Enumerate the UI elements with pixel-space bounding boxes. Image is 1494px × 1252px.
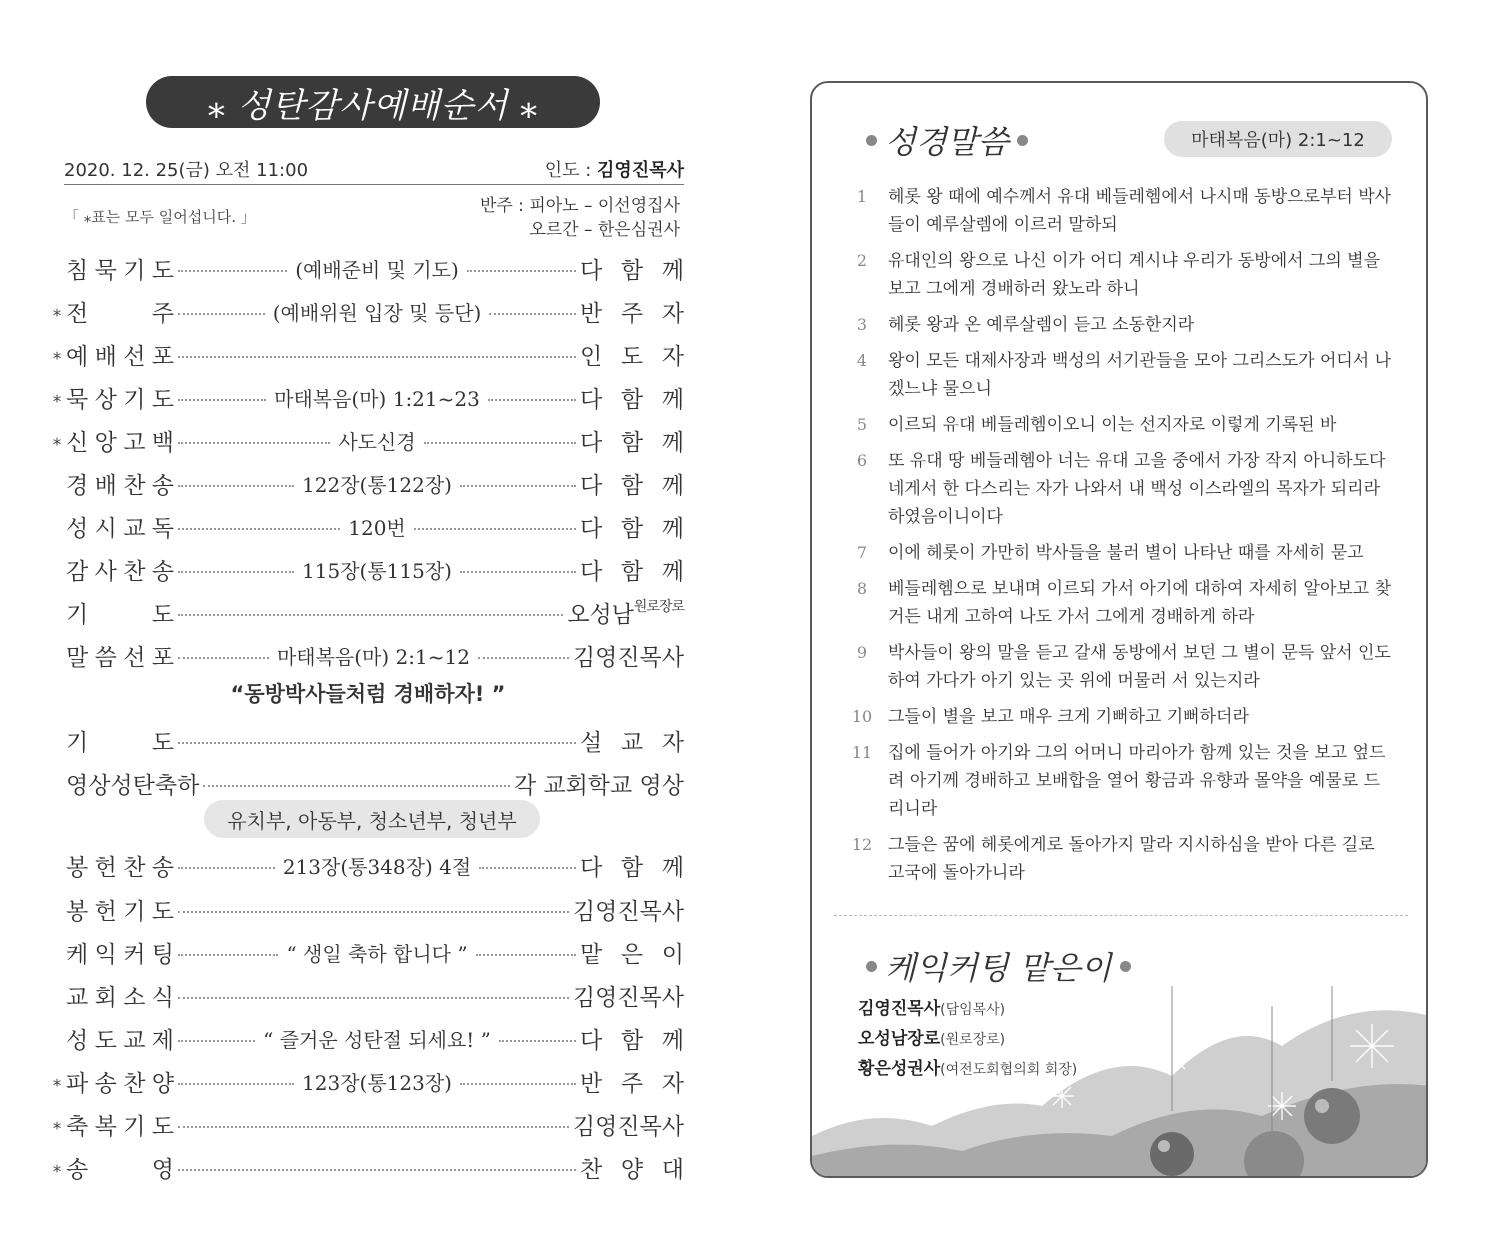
- order-item-char: 인: [580, 343, 603, 370]
- dot-leader: [178, 485, 294, 487]
- order-item-name: [66, 1022, 174, 1055]
- order-item-char: 반: [580, 300, 603, 327]
- dot-leader: [460, 1083, 576, 1085]
- order-item-char: 함: [620, 257, 644, 284]
- verse-text: 그들이 별을 보고 매우 크게 기뻐하고 기뻐하더라: [888, 707, 1249, 727]
- order-item-char: 자: [661, 300, 684, 327]
- order-item-char: 말: [66, 644, 89, 671]
- order-row: [48, 1104, 684, 1144]
- verse-number: 7: [856, 543, 868, 562]
- order-item-char: 함: [620, 1027, 644, 1054]
- order-item-char: 도: [151, 729, 174, 756]
- dot-leader: [178, 742, 576, 744]
- order-item-char: 독: [151, 515, 174, 542]
- order-item-char: 복: [94, 1113, 117, 1140]
- order-item-char: 께: [661, 429, 684, 456]
- responsible-name: 김영진목사: [572, 984, 684, 1011]
- dot-leader: [178, 1169, 576, 1171]
- order-item-char: 기: [123, 257, 146, 284]
- order-item-char: 사: [94, 558, 117, 585]
- verse-number: 4: [856, 351, 868, 370]
- christmas-decoration: [812, 986, 1428, 1176]
- order-item-char: 도: [151, 601, 174, 628]
- order-row: [48, 592, 684, 632]
- order-item-char: 앙: [94, 429, 117, 456]
- standing-note: 「 ⁎표는 모두 일어섭니다. 」: [64, 208, 256, 226]
- order-item-char: 찬: [123, 472, 146, 499]
- order-item-char: 예: [66, 343, 89, 370]
- order-item-detail: 115장(통115장): [302, 558, 452, 583]
- order-item-name: [66, 1151, 174, 1184]
- order-item-detail: 123장(통123장): [302, 1070, 452, 1095]
- order-item-char: 소: [123, 984, 146, 1011]
- order-item-char: 전: [66, 300, 89, 327]
- order-item-char: 팅: [151, 941, 174, 968]
- order-item-char: 찬: [580, 1156, 603, 1183]
- order-item-char: 선: [123, 644, 146, 671]
- order-item-char: 맡: [580, 941, 603, 968]
- order-item-char: 도: [151, 257, 174, 284]
- dot-leader: [178, 442, 330, 444]
- order-item-char: 묵: [94, 257, 117, 284]
- verse-text: 베들레헴으로 보내며 이르되 가서 아기에 대하여 자세히 알아보고 찾거든 내게 고하여 나도 가서 그에게 경배하게 하라: [888, 579, 1392, 627]
- order-item-name: [66, 1108, 174, 1141]
- order-item-char: 찬: [123, 854, 146, 881]
- order-item-responsible: [580, 252, 684, 285]
- order-item-char: 송: [151, 472, 174, 499]
- person-role: (담임목사): [940, 1002, 1006, 1018]
- scripture-panel: [810, 81, 1428, 1178]
- dot-leader: [499, 1040, 576, 1042]
- divider: [64, 184, 684, 185]
- order-item-detail: “ 생일 축하 합니다 ”: [286, 941, 468, 966]
- order-item-char: 송: [94, 1070, 117, 1097]
- order-row: [48, 932, 684, 972]
- verse-number: 1: [856, 187, 868, 206]
- order-row: [48, 463, 684, 503]
- verse-text: 박사들이 왕의 말을 듣고 갈새 동방에서 보던 그 별이 문득 앞서 인도하여 가다가 아기 있는 곳 위에 머물러 서 있는지라: [888, 643, 1391, 691]
- order-item-responsible: [567, 596, 684, 629]
- person-role: (원로장로): [940, 1032, 1006, 1048]
- order-item-responsible: [580, 1065, 684, 1098]
- order-item-char: 봉: [66, 854, 89, 881]
- order-item-char: 송: [66, 1156, 89, 1183]
- order-item-char: 익: [94, 941, 117, 968]
- order-item-name: [66, 1065, 174, 1098]
- standing-mark: ⁎: [52, 301, 62, 321]
- verse-row: [836, 311, 1396, 339]
- verse-row: [836, 247, 1396, 303]
- verse-text: 헤롯 왕 때에 예수께서 유대 베들레헴에서 나시매 동방으로부터 박사들이 예루살렘에 이르러 말하되: [888, 187, 1392, 235]
- order-item-char: 도: [151, 386, 174, 413]
- order-item-detail: 마태복음(마) 1:21~23: [274, 386, 480, 411]
- responsible-name: 각 교회학교 영상: [513, 772, 684, 799]
- order-item-char: 기: [66, 729, 89, 756]
- order-item-responsible: [573, 1108, 684, 1141]
- responsible-name: 김영진목사: [572, 1113, 684, 1140]
- order-item-name: [66, 338, 174, 371]
- order-item-char: 양: [620, 1156, 644, 1183]
- person-name: 오성남장로: [858, 1029, 941, 1049]
- order-item-char: 파: [66, 1070, 89, 1097]
- order-item-name: [66, 553, 174, 586]
- person-name: 황은성권사: [858, 1059, 941, 1079]
- order-item-responsible: [573, 979, 684, 1012]
- dot-leader: [178, 997, 569, 999]
- responsible-name: 오성남: [567, 601, 634, 628]
- leader: [545, 156, 684, 182]
- dot-leader: [178, 313, 265, 315]
- departments-pill: 유치부, 아동부, 청소년부, 청년부: [204, 800, 540, 838]
- order-item-char: 기: [123, 1113, 146, 1140]
- order-item-char: 식: [151, 984, 174, 1011]
- order-row: [48, 248, 684, 288]
- verse-text: 헤롯 왕과 온 예루살렘이 듣고 소동한지라: [888, 315, 1195, 335]
- dot-leader: [178, 270, 287, 272]
- bullet-icon: [1017, 135, 1028, 146]
- order-item-char: 송: [151, 854, 174, 881]
- verse-number: 5: [856, 415, 868, 434]
- order-item-char: 께: [661, 257, 684, 284]
- verse-number: 11: [851, 743, 873, 762]
- bullet-icon: [1120, 961, 1131, 972]
- order-item-char: 자: [661, 1070, 685, 1097]
- order-item-char: 커: [123, 941, 146, 968]
- verse-text: 왕이 모든 대제사장과 백성의 서기관들을 모아 그리스도가 어디서 나겠느냐 물으니: [888, 351, 1392, 399]
- dot-leader: [178, 356, 576, 358]
- order-item-char: 씀: [94, 644, 117, 671]
- verse-number: 8: [856, 579, 868, 598]
- dot-leader: [476, 954, 576, 956]
- accompaniment-organ: 오르간 – 한은심권사: [529, 220, 680, 240]
- order-item-responsible: [580, 381, 684, 414]
- order-item-char: 설: [580, 729, 603, 756]
- order-row: [48, 845, 684, 885]
- order-item-responsible: [580, 553, 684, 586]
- order-item-detail: 122장(통122장): [302, 472, 452, 497]
- order-item-responsible: [580, 1151, 684, 1184]
- responsible-name: 김영진목사: [572, 644, 684, 671]
- dot-leader: [479, 867, 576, 869]
- verse-text: 유대인의 왕으로 나신 이가 어디 계시냐 우리가 동방에서 그의 별을 보고 그에게 경배하러 왔노라 하니: [888, 251, 1381, 299]
- order-item-responsible: [580, 936, 684, 969]
- order-item-char: 께: [661, 515, 684, 542]
- order-item-char: 포: [151, 343, 174, 370]
- order-item-char: 백: [151, 429, 174, 456]
- order-item-char: 은: [620, 941, 644, 968]
- verse-row: [836, 539, 1396, 567]
- verse-text: 또 유대 땅 베들레헴아 너는 유대 고을 중에서 가장 작지 아니하도다 네게서 한 다스리는 자가 나와서 내 백성 이스라엘의 목자가 되리라 하였음이니이다: [888, 451, 1386, 527]
- order-item-responsible: [580, 424, 684, 457]
- verse-text: 이르되 유대 베들레헴이오니 이는 선지자로 이렇게 기록된 바: [888, 415, 1337, 435]
- order-row: [48, 420, 684, 460]
- order-item-char: 양: [151, 1070, 174, 1097]
- order-item-name: [66, 936, 174, 969]
- order-item-responsible: [580, 1022, 684, 1055]
- order-item-char: 함: [620, 429, 644, 456]
- standing-mark: ⁎: [52, 1114, 62, 1134]
- order-item-name: [66, 639, 174, 672]
- order-item-char: 시: [94, 515, 117, 542]
- order-item-char: 선: [123, 343, 146, 370]
- person-role: (여전도회협의회 회장): [940, 1062, 1078, 1078]
- order-item-char: 도: [94, 1027, 117, 1054]
- standing-mark: ⁎: [52, 387, 62, 407]
- order-item-char: 다: [580, 257, 603, 284]
- verse-row: [836, 347, 1396, 403]
- order-item-char: 도: [151, 898, 174, 925]
- order-row: [48, 334, 684, 374]
- dot-leader: [489, 313, 576, 315]
- order-item-detail: “ 즐거운 성탄절 되세요! ”: [263, 1027, 491, 1052]
- sermon-title: “동방박사들처럼 경배하자! ”: [230, 682, 506, 706]
- verse-text: 그들은 꿈에 헤롯에게로 돌아가지 말라 지시하심을 받아 다른 길로 고국에 돌아가니라: [888, 835, 1375, 883]
- dot-leader: [424, 442, 576, 444]
- verse-row: [836, 411, 1396, 439]
- verse-text: 집에 들어가 아기와 그의 어머니 마리아가 함께 있는 것을 보고 엎드려 아기께 경배하고 보배합을 열어 황금과 유향과 몰약을 예물로 드리니라: [888, 743, 1386, 819]
- verse-row: [836, 739, 1396, 823]
- order-item-name: [66, 979, 174, 1012]
- order-item-detail: (예배위원 입장 및 등단): [272, 300, 482, 325]
- order-item-detail: 213장(통348장) 4절: [282, 854, 472, 879]
- order-row: [48, 975, 684, 1015]
- order-item-char: 제: [151, 1027, 174, 1054]
- order-item-char: 다: [580, 386, 603, 413]
- order-item-char: 다: [580, 558, 603, 585]
- order-item-name: [66, 381, 174, 414]
- dot-leader: [178, 399, 266, 401]
- dot-leader: [178, 614, 563, 616]
- order-item-responsible: [580, 510, 684, 543]
- order-item-detail: (예배준비 및 기도): [295, 257, 459, 282]
- accompaniment: [480, 194, 680, 242]
- order-item-char: 송: [151, 558, 174, 585]
- order-row: [48, 635, 684, 675]
- dot-leader: [178, 867, 275, 869]
- order-item-char: 께: [661, 472, 685, 499]
- order-row: [48, 1018, 684, 1058]
- verse-row: [836, 831, 1396, 887]
- order-item-char: 경: [66, 472, 89, 499]
- order-item-char: 봉: [66, 898, 89, 925]
- order-item-char: 이: [661, 941, 684, 968]
- order-item-char: 성: [66, 515, 89, 542]
- order-item-char: 배: [94, 343, 117, 370]
- order-item-char: 께: [661, 854, 685, 881]
- dot-leader: [178, 657, 269, 659]
- standing-mark: ⁎: [52, 344, 62, 364]
- section-divider: [834, 915, 1408, 916]
- order-item-char: 상: [94, 386, 117, 413]
- order-item-char: 도: [620, 343, 644, 370]
- order-item-char: 다: [580, 515, 603, 542]
- order-item-char: 케: [66, 941, 89, 968]
- scripture-heading-text: 성경말씀: [885, 123, 1009, 161]
- order-row: [48, 889, 684, 929]
- leader-label: 인도 :: [544, 160, 598, 181]
- order-item-char: 묵: [66, 386, 89, 413]
- dot-leader: [478, 657, 569, 659]
- order-item-char: 주: [620, 1070, 644, 1097]
- leader-name: 김영진목사: [597, 160, 684, 181]
- verse-row: [836, 183, 1396, 239]
- order-item-char: 주: [620, 300, 644, 327]
- order-item-char: 교: [66, 984, 89, 1011]
- order-item-char: 함: [620, 854, 644, 881]
- order-item-char: 신: [66, 429, 89, 456]
- order-item-char: 찬: [123, 1070, 146, 1097]
- order-row: [48, 377, 684, 417]
- order-item-responsible: [514, 767, 684, 800]
- bullet-icon: [866, 961, 877, 972]
- verse-number: 12: [851, 835, 873, 854]
- dot-leader: [414, 528, 576, 530]
- order-item-char: 헌: [94, 854, 117, 881]
- order-item-char: 축: [66, 1113, 89, 1140]
- responsible-name: 김영진목사: [572, 898, 684, 925]
- order-item-responsible: [573, 639, 684, 672]
- order-item-name: [66, 893, 174, 926]
- order-row: [48, 1061, 684, 1101]
- order-item-name: [66, 510, 174, 543]
- order-title: ⁎ 성탄감사예배순서 ⁎: [146, 76, 600, 128]
- dot-leader: [178, 528, 340, 530]
- order-item-char: 교: [123, 515, 146, 542]
- order-row: [48, 506, 684, 546]
- order-item-char: 포: [151, 644, 174, 671]
- order-item-char: 헌: [94, 898, 117, 925]
- dot-leader: [488, 399, 576, 401]
- order-row: [48, 549, 684, 589]
- order-item-char: 다: [580, 429, 603, 456]
- standing-mark: ⁎: [52, 1071, 62, 1091]
- standing-mark: ⁎: [52, 1157, 62, 1177]
- verse-number: 6: [856, 451, 868, 470]
- order-item-name: [66, 424, 174, 457]
- accompaniment-piano: 반주 : 피아노 – 이선영집사: [479, 196, 680, 216]
- dot-leader: [178, 1126, 569, 1128]
- order-item-name: [66, 295, 174, 328]
- order-item-char: 자: [661, 343, 684, 370]
- order-item-responsible: [573, 893, 684, 926]
- order-item-char: 자: [661, 729, 684, 756]
- order-row: [48, 763, 684, 803]
- order-item-char: 께: [661, 386, 684, 413]
- order-item-char: 함: [620, 386, 644, 413]
- order-item-name: [66, 596, 174, 629]
- meta-row: [64, 156, 684, 184]
- order-row: [48, 720, 684, 760]
- verse-row: [836, 639, 1396, 695]
- order-item-char: 도: [151, 1113, 174, 1140]
- scripture-heading: [858, 117, 1036, 163]
- dot-leader: [460, 485, 576, 487]
- order-item-char: 고: [123, 429, 146, 456]
- dot-leader: [460, 571, 576, 573]
- order-item-char: 다: [580, 472, 603, 499]
- order-item-name: [66, 467, 174, 500]
- verse-row: [836, 447, 1396, 531]
- order-item-responsible: [580, 724, 684, 757]
- order-item-char: 기: [66, 601, 89, 628]
- verse-number: 10: [851, 707, 873, 726]
- order-item-char: 함: [620, 472, 644, 499]
- order-item-char: 기: [123, 898, 146, 925]
- order-item-char: 영: [151, 1156, 174, 1183]
- verse-number: 3: [856, 315, 868, 334]
- order-item-char: 교: [620, 729, 644, 756]
- dot-leader: [178, 1040, 255, 1042]
- order-item-char: 함: [620, 558, 644, 585]
- bullet-icon: [866, 135, 877, 146]
- order-item-responsible: [580, 338, 684, 371]
- order-item-char: 교: [123, 1027, 146, 1054]
- verse-number: 2: [856, 251, 868, 270]
- order-item-detail: 사도신경: [338, 429, 416, 454]
- order-item-char: 다: [580, 1027, 603, 1054]
- responsible-title: 원로장로: [633, 598, 684, 615]
- order-item-char: 다: [580, 854, 603, 881]
- order-item-responsible: [580, 295, 684, 328]
- scripture-reference: 마태복음(마) 2:1~12: [1164, 121, 1392, 157]
- verse-number: 9: [856, 643, 868, 662]
- cake-heading-text: 케익커팅 맡은이: [885, 949, 1112, 987]
- order-item-char: 기: [123, 386, 146, 413]
- dot-leader: [467, 270, 576, 272]
- order-item-name: [66, 252, 174, 285]
- order-item-responsible: [580, 467, 684, 500]
- dot-leader: [178, 954, 278, 956]
- order-row: [48, 1147, 684, 1187]
- standing-mark: ⁎: [52, 430, 62, 450]
- service-date: 2020. 12. 25(금) 오전 11:00: [64, 160, 309, 181]
- dot-leader: [178, 1083, 294, 1085]
- order-item-detail: 마태복음(마) 2:1~12: [276, 644, 470, 669]
- order-item-char: 성: [66, 1027, 89, 1054]
- verse-text: 이에 헤롯이 가만히 박사들을 불러 별이 나타난 때를 자세히 묻고: [888, 543, 1364, 563]
- order-row: [48, 291, 684, 331]
- order-item-responsible: [580, 849, 684, 882]
- order-item-char: 찬: [123, 558, 146, 585]
- order-item-name: 영상성탄축하: [66, 772, 200, 799]
- verse-row: [836, 703, 1396, 731]
- order-item-char: 께: [661, 1027, 685, 1054]
- order-item-char: 침: [66, 257, 89, 284]
- order-item-name: [66, 724, 174, 757]
- dot-leader: [203, 785, 510, 787]
- order-item-char: 주: [151, 300, 174, 327]
- verse-row: [836, 575, 1396, 631]
- dot-leader: [178, 571, 294, 573]
- person-name: 김영진목사: [858, 999, 941, 1019]
- cake-heading: [858, 943, 1139, 989]
- order-item-name: [66, 849, 174, 882]
- dot-leader: [178, 911, 569, 913]
- order-item-char: 함: [620, 515, 644, 542]
- order-item-char: 배: [94, 472, 117, 499]
- order-item-detail: 120번: [348, 515, 406, 540]
- order-item-char: 반: [580, 1070, 603, 1097]
- order-item-char: 회: [94, 984, 117, 1011]
- order-item-char: 대: [661, 1156, 684, 1183]
- order-item-char: 께: [661, 558, 685, 585]
- order-item-char: 감: [66, 558, 89, 585]
